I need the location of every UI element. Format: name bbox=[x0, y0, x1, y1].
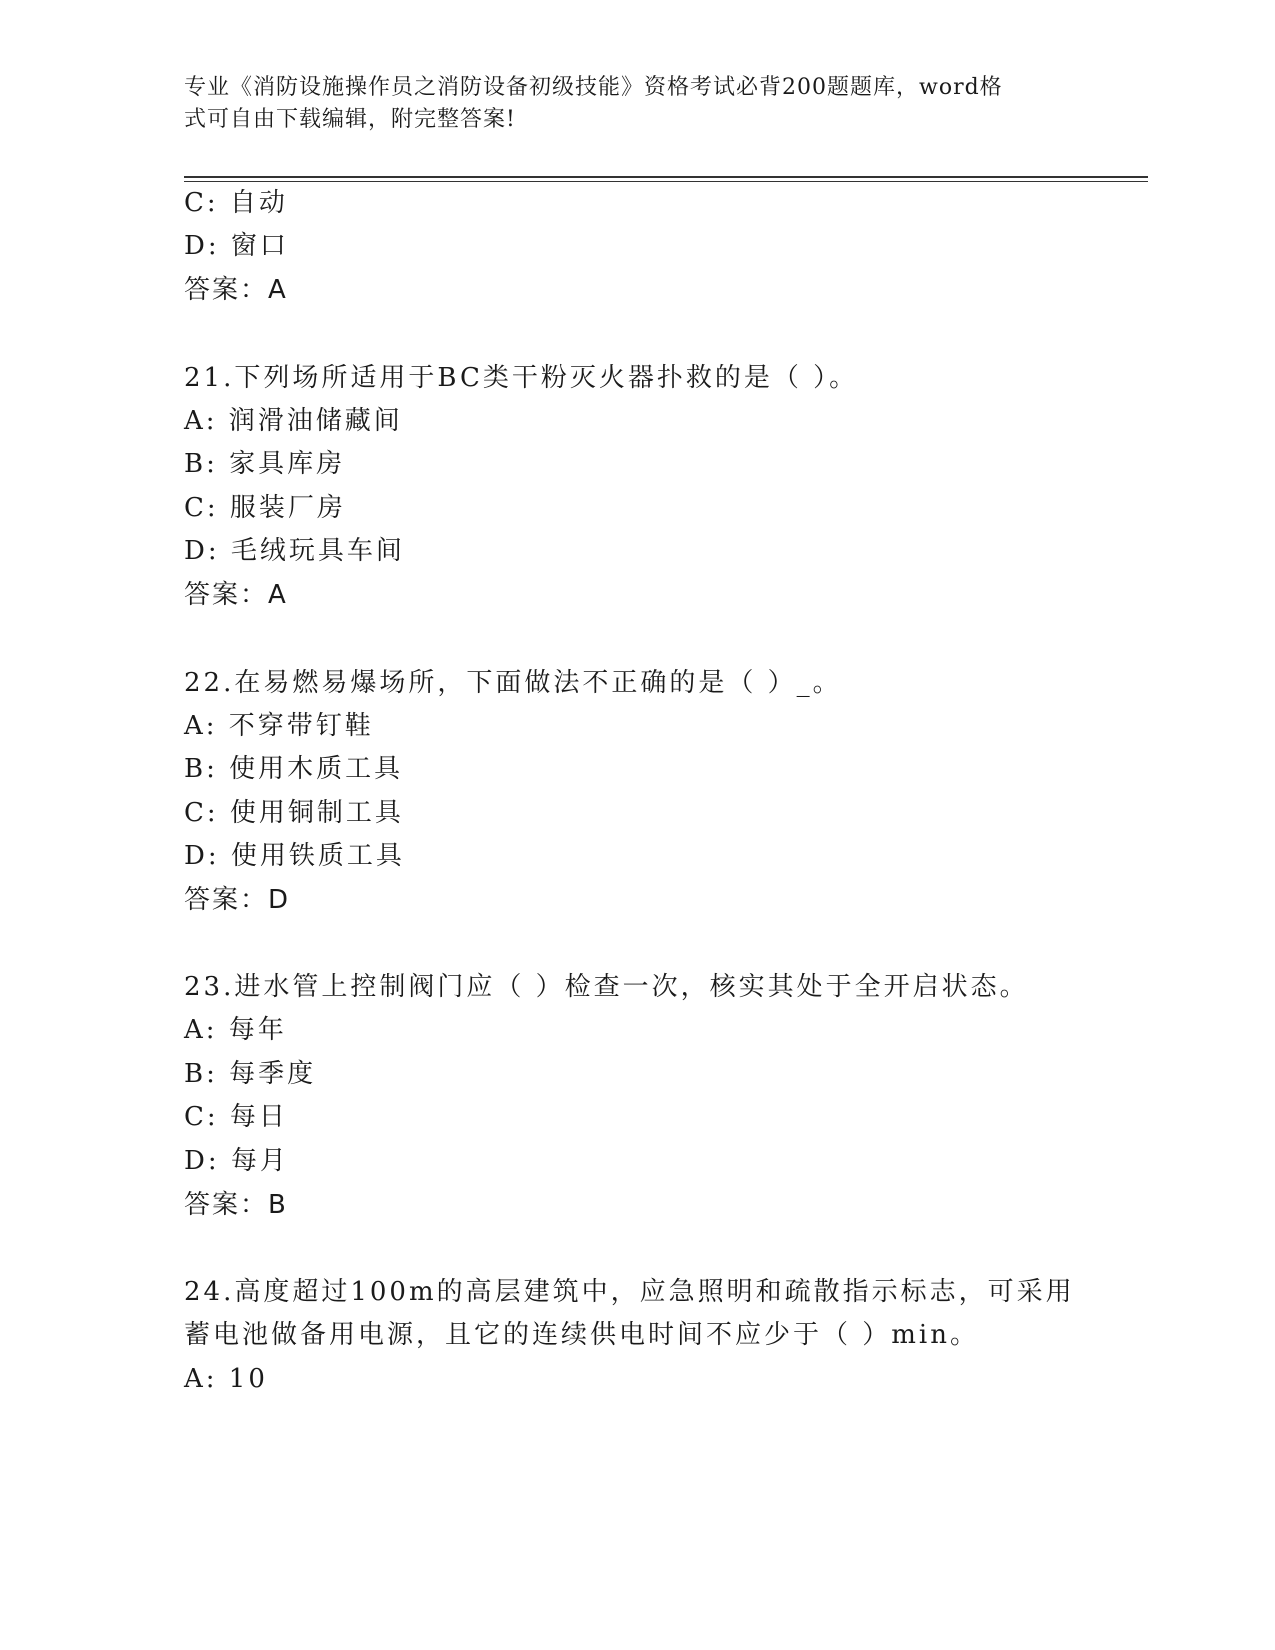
option-line: A: 不穿带钉鞋 bbox=[184, 711, 374, 741]
option-line: D: 窗口 bbox=[184, 231, 289, 261]
question-text-continued: 蓄电池做备用电源，且它的连续供电时间不应少于（ ）min。 bbox=[184, 1320, 979, 1350]
option-line: D: 每月 bbox=[184, 1146, 289, 1176]
option-line: C: 使用铜制工具 bbox=[184, 798, 404, 828]
option-line: C: 每日 bbox=[184, 1102, 288, 1132]
answer-line: 答案：A bbox=[184, 275, 288, 305]
header-divider-thin bbox=[184, 181, 1148, 182]
header-line-1: 专业《消防设施操作员之消防设备初级技能》资格考试必背200题题库，word格 bbox=[184, 75, 1003, 100]
option-line: B: 家具库房 bbox=[184, 449, 346, 479]
answer-line: 答案：A bbox=[184, 580, 288, 610]
answer-line: 答案：D bbox=[184, 885, 291, 915]
option-line: B: 每季度 bbox=[184, 1059, 317, 1089]
header-line-2: 式可自由下载编辑，附完整答案! bbox=[184, 107, 516, 132]
document-header bbox=[184, 72, 1064, 136]
question-text: 24.高度超过100m的高层建筑中，应急照明和疏散指示标志，可采用 bbox=[184, 1277, 1075, 1307]
question-text: 23.进水管上控制阀门应（ ）检查一次，核实其处于全开启状态。 bbox=[184, 972, 1029, 1002]
question-text: 21.下列场所适用于BC类干粉灭火器扑救的是（ ）。 bbox=[184, 363, 859, 393]
question-text: 22.在易燃易爆场所，下面做法不正确的是（ ）_。 bbox=[184, 668, 842, 698]
option-line: A: 每年 bbox=[184, 1015, 287, 1045]
option-line: C: 服装厂房 bbox=[184, 493, 346, 523]
option-line: D: 使用铁质工具 bbox=[184, 841, 405, 871]
option-line: A: 润滑油储藏间 bbox=[184, 406, 403, 436]
header-divider-thick bbox=[184, 176, 1148, 178]
option-line: C: 自动 bbox=[184, 188, 288, 218]
option-line: D: 毛绒玩具车间 bbox=[184, 536, 405, 566]
answer-line: 答案：B bbox=[184, 1190, 288, 1220]
option-line: B: 使用木质工具 bbox=[184, 754, 404, 784]
option-line: A: 10 bbox=[184, 1364, 268, 1394]
